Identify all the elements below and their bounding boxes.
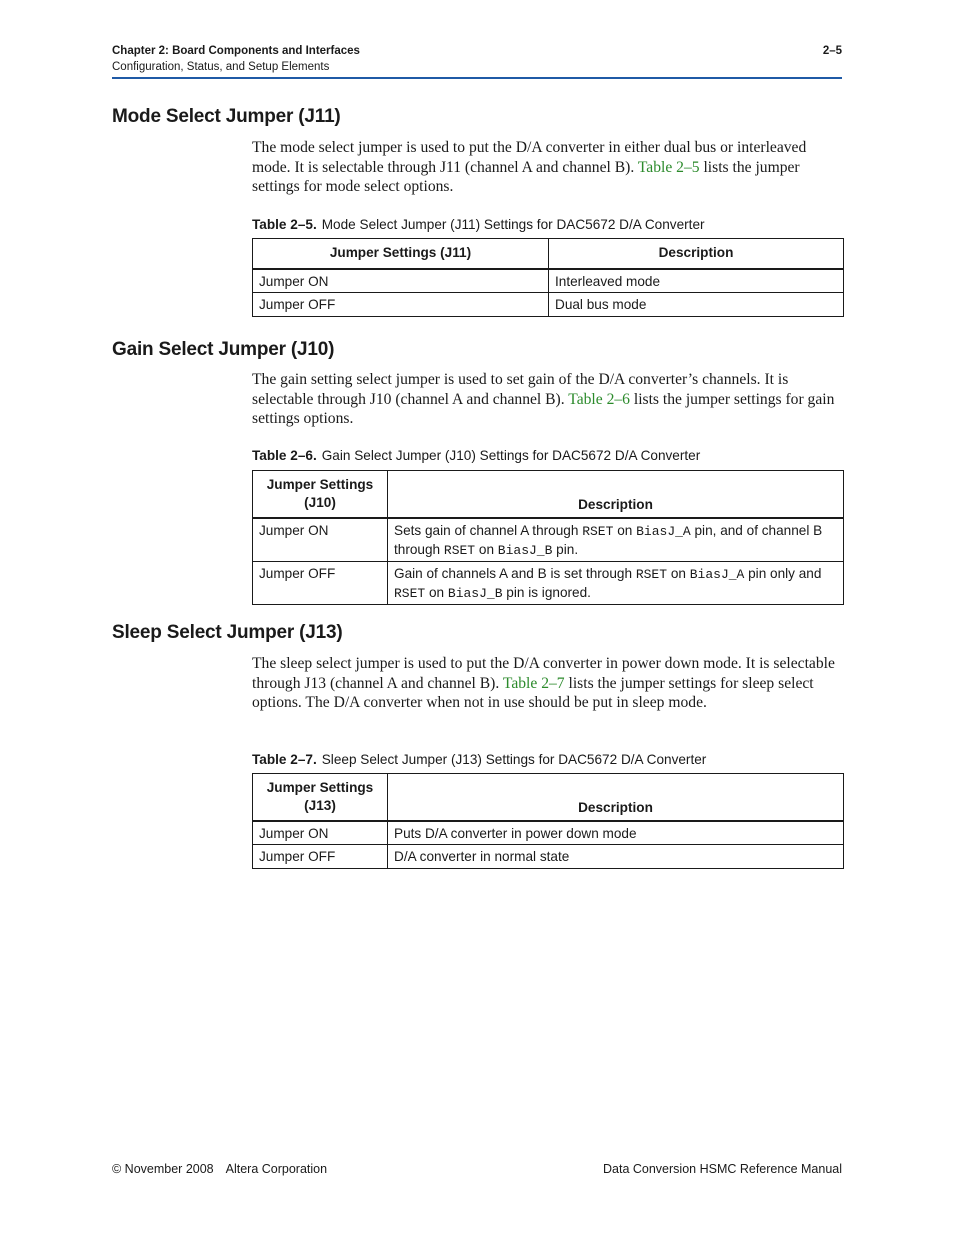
text: on bbox=[667, 565, 690, 581]
table-row bbox=[253, 561, 844, 604]
table-2-7-link[interactable]: Table 2–7 bbox=[502, 674, 565, 692]
cell-setting: Jumper ON bbox=[253, 518, 388, 562]
cell-setting: Jumper ON bbox=[253, 269, 549, 293]
text: on bbox=[613, 522, 637, 538]
table-2-6-link[interactable]: Table 2–6 bbox=[568, 390, 630, 408]
caption-text: Gain Select Jumper (J10) Settings for DAC5672 D/A Converter bbox=[321, 448, 701, 463]
table-row bbox=[253, 518, 844, 562]
paragraph-text: lists the jumper settings for sleep select options. The D/A converter when not in use should be put in sleep mode. bbox=[252, 674, 814, 711]
section-title: Configuration, Status, and Setup Elements bbox=[112, 61, 330, 73]
paragraph-text: lists the jumper settings for mode select options. bbox=[252, 158, 800, 195]
text: pin. bbox=[552, 541, 579, 557]
text: Gain of channels A and B is set through bbox=[394, 565, 636, 581]
text: on bbox=[425, 584, 448, 600]
pin-name: BiasJ_B bbox=[497, 542, 553, 558]
pin-name: BiasJ_A bbox=[689, 566, 745, 582]
text: on bbox=[475, 541, 498, 557]
sleep-select-paragraph bbox=[252, 654, 844, 713]
table-row bbox=[253, 269, 844, 293]
text: Sets gain of channel A through bbox=[394, 522, 583, 538]
cell-description: Dual bus mode bbox=[549, 293, 844, 317]
page-number: 2–5 bbox=[822, 45, 842, 57]
cell-description bbox=[388, 561, 844, 604]
cell-description: D/A converter in normal state bbox=[388, 845, 844, 869]
column-header-description: Description bbox=[549, 239, 844, 269]
paragraph-text: The mode select jumper is used to put the D/A converter in either dual bus or interleaved mode. It is selectable through J11 (channel A and channel B). bbox=[252, 139, 807, 176]
pin-name: BiasJ_A bbox=[636, 523, 691, 539]
pin-name: BiasJ_B bbox=[447, 585, 503, 601]
text: pin only and bbox=[744, 565, 822, 581]
column-header-line: (J13) bbox=[304, 797, 336, 813]
cell-setting: Jumper OFF bbox=[253, 845, 388, 869]
caption-text: Sleep Select Jumper (J13) Settings for DAC5672 D/A Converter bbox=[321, 752, 707, 767]
header-rule bbox=[112, 77, 842, 79]
column-header-line: Jumper Settings bbox=[266, 476, 374, 492]
company-name: Altera Corporation bbox=[225, 1162, 328, 1176]
running-header bbox=[112, 43, 842, 75]
heading-mode-select: Mode Select Jumper (J11) bbox=[112, 106, 341, 127]
column-header-settings: Jumper Settings (J11) bbox=[253, 239, 549, 269]
text: pin, and of channel B through bbox=[394, 522, 823, 557]
caption-text: Mode Select Jumper (J11) Settings for DAC5672 D/A Converter bbox=[321, 217, 705, 232]
paragraph-text: The gain setting select jumper is used to set gain of the D/A converter’s channels. It is selectable through J10 (channel A and channel B). bbox=[252, 371, 789, 408]
paragraph-text: lists the jumper settings for gain settings options. bbox=[252, 390, 835, 427]
cell-description bbox=[388, 518, 844, 562]
signal-name: RSET bbox=[394, 585, 426, 601]
column-header-settings bbox=[253, 471, 388, 518]
heading-gain-select: Gain Select Jumper (J10) bbox=[112, 339, 335, 360]
table-row bbox=[253, 821, 844, 845]
manual-title: Data Conversion HSMC Reference Manual bbox=[603, 1162, 842, 1176]
cell-setting: Jumper OFF bbox=[253, 561, 388, 604]
table-2-7 bbox=[252, 773, 844, 869]
chapter-title: Chapter 2: Board Components and Interfaces bbox=[112, 45, 360, 57]
gain-select-paragraph bbox=[252, 370, 844, 429]
table-row bbox=[253, 845, 844, 869]
table-2-7-caption bbox=[252, 751, 706, 768]
cell-description: Interleaved mode bbox=[549, 269, 844, 293]
paragraph-text: The sleep select jumper is used to put the D/A converter in power down mode. It is selectable through J13 (channel A and channel B). bbox=[252, 655, 835, 692]
table-2-5 bbox=[252, 238, 844, 317]
signal-name: RSET bbox=[635, 566, 668, 582]
column-header-description: Description bbox=[388, 774, 844, 821]
cell-description: Puts D/A converter in power down mode bbox=[388, 821, 844, 845]
running-footer bbox=[112, 1161, 842, 1177]
table-2-5-caption bbox=[252, 216, 705, 233]
cell-setting: Jumper OFF bbox=[253, 293, 549, 317]
caption-number: Table 2–5. bbox=[252, 217, 317, 232]
table-row bbox=[253, 293, 844, 317]
copyright-date: © November 2008 bbox=[112, 1162, 214, 1176]
column-header-settings bbox=[253, 774, 388, 821]
cell-setting: Jumper ON bbox=[253, 821, 388, 845]
table-2-6 bbox=[252, 470, 844, 605]
signal-name: RSET bbox=[582, 523, 614, 539]
table-2-5-link[interactable]: Table 2–5 bbox=[637, 158, 700, 176]
caption-number: Table 2–6. bbox=[252, 448, 317, 463]
text: pin is ignored. bbox=[502, 584, 591, 600]
table-2-6-caption bbox=[252, 447, 700, 464]
caption-number: Table 2–7. bbox=[252, 752, 317, 767]
heading-sleep-select: Sleep Select Jumper (J13) bbox=[112, 622, 343, 643]
column-header-line: (J10) bbox=[304, 494, 336, 510]
signal-name: RSET bbox=[443, 542, 476, 558]
column-header-description: Description bbox=[388, 471, 844, 518]
column-header-line: Jumper Settings bbox=[266, 779, 374, 795]
mode-select-paragraph bbox=[252, 138, 844, 197]
